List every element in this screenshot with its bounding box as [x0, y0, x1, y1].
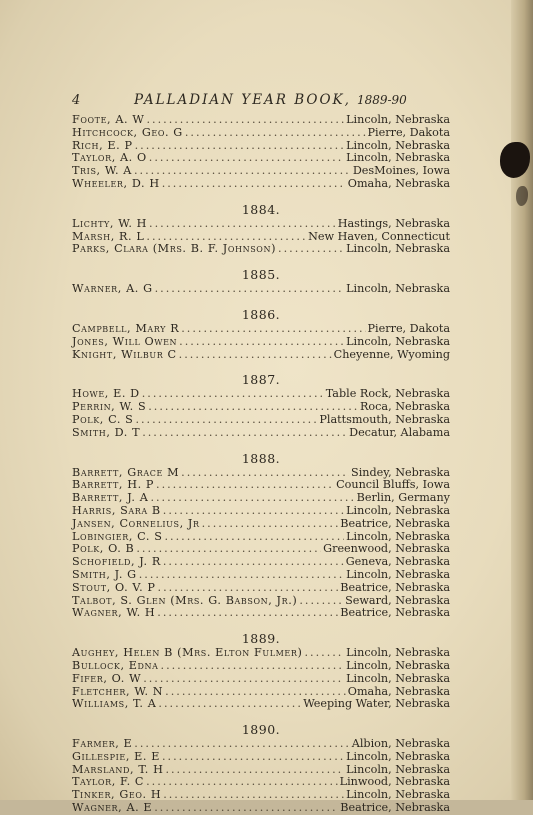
- member-name: Campbell, Mary R: [72, 321, 180, 335]
- class-year-heading: 1884.: [241, 201, 281, 217]
- member-residence: Sindey, Nebraska: [351, 465, 450, 479]
- member-name: Taylor, F. C: [72, 775, 145, 789]
- member-row: [72, 178, 450, 191]
- leader-dots: [179, 336, 344, 349]
- leader-dots: [139, 569, 344, 582]
- class-groups: [72, 114, 450, 815]
- member-name: Marsh, R. L: [72, 229, 145, 243]
- leader-dots: [163, 789, 344, 802]
- member-name: Howe, E. D: [72, 387, 140, 401]
- class-year-heading: 1890.: [241, 722, 281, 738]
- leader-dots: [154, 802, 338, 815]
- member-name: Polk, C. S: [72, 412, 134, 426]
- member-name: Barrett, Grace M: [72, 465, 180, 479]
- member-residence: Omaha, Nebraska: [347, 176, 450, 190]
- leader-dots: [157, 607, 338, 620]
- member-residence: Lincoln, Nebraska: [346, 567, 450, 581]
- leader-dots: [155, 283, 345, 296]
- member-residence: Berlin, Germany: [356, 491, 450, 505]
- member-residence: Lincoln, Nebraska: [346, 242, 450, 256]
- member-residence: Linwood, Nebraska: [339, 775, 450, 789]
- member-row: [72, 323, 450, 336]
- member-residence: Pierre, Dakota: [367, 125, 450, 139]
- member-residence: Table Rock, Nebraska: [325, 387, 450, 401]
- member-residence: Beatrice, Nebraska: [340, 516, 450, 530]
- leader-dots: [136, 543, 321, 556]
- member-residence: Lincoln, Nebraska: [346, 282, 450, 296]
- member-residence: Lincoln, Nebraska: [346, 113, 450, 126]
- leader-dots: [134, 165, 351, 178]
- member-name: Barrett, H. P: [72, 478, 155, 492]
- leader-dots: [304, 647, 344, 660]
- class-year-heading: 1886.: [241, 306, 281, 322]
- member-row: [72, 218, 450, 231]
- member-residence: Lincoln, Nebraska: [346, 788, 450, 802]
- member-name: Perrin, W. S: [72, 400, 147, 414]
- member-residence: Council Bluffs, Iowa: [336, 478, 450, 492]
- member-row: [72, 114, 450, 127]
- class-year-heading: 1889.: [241, 631, 281, 647]
- member-name: Wheeler, D. H: [72, 176, 160, 190]
- member-name: Warner, A. G: [72, 282, 153, 296]
- member-name: Fletcher, W. N: [72, 684, 164, 698]
- member-row: [72, 556, 450, 569]
- member-residence: Weeping Water, Nebraska: [303, 697, 450, 711]
- leader-dots: [146, 114, 344, 127]
- member-residence: Albion, Nebraska: [351, 737, 450, 751]
- member-residence: Beatrice, Nebraska: [340, 580, 450, 594]
- leader-dots: [165, 764, 344, 777]
- member-row: [72, 414, 450, 427]
- member-name: Smith, J. G: [72, 567, 137, 581]
- member-residence: Hastings, Nebraska: [337, 216, 450, 230]
- leader-dots: [278, 243, 344, 256]
- leader-dots: [149, 218, 336, 231]
- member-name: Schofield, J. R: [72, 555, 161, 569]
- member-row: [72, 698, 450, 711]
- member-residence: Roca, Nebraska: [360, 400, 450, 414]
- group-spacer: [72, 711, 450, 720]
- member-name: Knight, Wilbur C: [72, 347, 177, 361]
- leader-dots: [163, 505, 344, 518]
- member-row: [72, 582, 450, 595]
- leader-dots: [179, 349, 332, 362]
- member-name: Aughey, Helen B (Mrs. Elton Fulmer): [72, 646, 303, 660]
- member-residence: Lincoln, Nebraska: [346, 762, 450, 776]
- member-name: Wagner, W. H: [72, 606, 156, 620]
- member-name: Foote, A. W: [72, 113, 145, 126]
- book-title: PALLADIAN YEAR BOOK,: [134, 92, 351, 108]
- member-residence: Plattsmouth, Nebraska: [319, 412, 450, 426]
- book-years: 1889-90: [356, 93, 407, 107]
- member-name: Tris, W. A: [72, 164, 132, 178]
- leader-dots: [156, 479, 334, 492]
- member-residence: Lincoln, Nebraska: [346, 334, 450, 348]
- member-residence: Omaha, Nebraska: [347, 684, 450, 698]
- leader-dots: [143, 673, 344, 686]
- class-year-heading: 1885.: [241, 267, 281, 283]
- leader-dots: [165, 531, 345, 544]
- member-row: [72, 738, 450, 751]
- member-residence: Geneva, Nebraska: [345, 555, 450, 569]
- running-title: [134, 92, 407, 108]
- member-residence: Greenwood, Nebraska: [323, 542, 450, 556]
- leader-dots: [158, 698, 301, 711]
- member-row: [72, 518, 450, 531]
- group-spacer: [72, 440, 450, 449]
- member-name: Polk, O. B: [72, 542, 135, 556]
- member-residence: Lincoln, Nebraska: [346, 671, 450, 685]
- member-name: Jones, Will Owen: [72, 334, 178, 348]
- member-row: [72, 349, 450, 362]
- group-spacer: [72, 620, 450, 629]
- member-row: [72, 660, 450, 673]
- member-row: [72, 647, 450, 660]
- member-residence: Beatrice, Nebraska: [340, 801, 450, 815]
- group-spacer: [72, 361, 450, 370]
- member-row: [72, 505, 450, 518]
- member-name: Stout, O. V. P: [72, 580, 156, 594]
- member-name: Hitchcock, Geo. G: [72, 125, 183, 139]
- member-residence: Decatur, Alabama: [349, 425, 450, 439]
- member-name: Taylor, A. O: [72, 151, 147, 165]
- leader-dots: [163, 556, 344, 569]
- leader-dots: [202, 518, 339, 531]
- member-residence: Lincoln, Nebraska: [346, 529, 450, 543]
- class-year-heading: 1888.: [241, 450, 281, 466]
- leader-dots: [181, 323, 365, 336]
- member-row: [72, 283, 450, 296]
- member-residence: Beatrice, Nebraska: [340, 606, 450, 620]
- member-name: Farmer, E: [72, 737, 133, 751]
- member-row: [72, 607, 450, 620]
- member-residence: Lincoln, Nebraska: [346, 138, 450, 152]
- member-residence: Cheyenne, Wyoming: [333, 347, 450, 361]
- member-row: [72, 789, 450, 802]
- member-residence: Lincoln, Nebraska: [346, 503, 450, 517]
- member-row: [72, 427, 450, 440]
- member-residence: Seward, Nebraska: [345, 593, 450, 607]
- member-residence: New Haven, Connecticut: [308, 229, 450, 243]
- member-residence: Lincoln, Nebraska: [346, 658, 450, 672]
- group-spacer: [72, 191, 450, 200]
- group-spacer: [72, 256, 450, 265]
- member-name: Rich, E. P: [72, 138, 133, 152]
- member-residence: DesMoines, Iowa: [352, 164, 450, 178]
- page-number: 4: [72, 93, 81, 108]
- member-name: Talbot, S. Glen (Mrs. G. Babson, Jr.): [72, 593, 298, 607]
- leader-dots: [158, 582, 339, 595]
- leader-dots: [150, 492, 354, 505]
- leader-dots: [149, 152, 344, 165]
- member-name: Marsland, T. H: [72, 762, 164, 776]
- member-name: Jansen, Cornelius, Jr: [72, 516, 200, 530]
- leader-dots: [142, 388, 324, 401]
- member-name: Fifer, O. W: [72, 671, 142, 685]
- class-year-heading: 1887.: [241, 372, 281, 388]
- member-name: Williams, T. A: [72, 697, 157, 711]
- member-row: [72, 673, 450, 686]
- member-name: Bullock, Edna: [72, 658, 159, 672]
- leader-dots: [161, 660, 345, 673]
- member-name: Barrett, J. A: [72, 491, 149, 505]
- member-row: [72, 569, 450, 582]
- leader-dots: [299, 595, 343, 608]
- leader-dots: [135, 414, 317, 427]
- roster-content: [72, 92, 450, 815]
- leader-dots: [134, 738, 349, 751]
- leader-dots: [162, 178, 346, 191]
- member-name: Harris, Sara B: [72, 503, 161, 517]
- member-name: Smith, D. T: [72, 425, 141, 439]
- member-residence: Lincoln, Nebraska: [346, 646, 450, 660]
- member-residence: Lincoln, Nebraska: [346, 749, 450, 763]
- running-header: [72, 92, 450, 108]
- leader-dots: [135, 140, 345, 153]
- leader-dots: [181, 467, 349, 480]
- member-name: Tinker, Geo. H: [72, 788, 162, 802]
- member-row: [72, 336, 450, 349]
- page-gutter: [511, 0, 533, 800]
- member-row: [72, 127, 450, 140]
- member-row: [72, 243, 450, 256]
- group-spacer: [72, 296, 450, 305]
- member-name: Gillespie, E. E: [72, 749, 160, 763]
- member-residence: Lincoln, Nebraska: [346, 151, 450, 165]
- member-name: Lichty, W. H: [72, 216, 148, 230]
- leader-dots: [185, 127, 366, 140]
- leader-dots: [146, 776, 338, 789]
- member-name: Wagner, A. E: [72, 801, 153, 815]
- leader-dots: [142, 427, 347, 440]
- member-row: [72, 802, 450, 815]
- member-name: Lobingier, C. S: [72, 529, 163, 543]
- leader-dots: [162, 751, 344, 764]
- member-row: [72, 751, 450, 764]
- member-residence: Pierre, Dakota: [367, 321, 450, 335]
- member-name: Parks, Clara (Mrs. B. F. Johnson): [72, 242, 277, 256]
